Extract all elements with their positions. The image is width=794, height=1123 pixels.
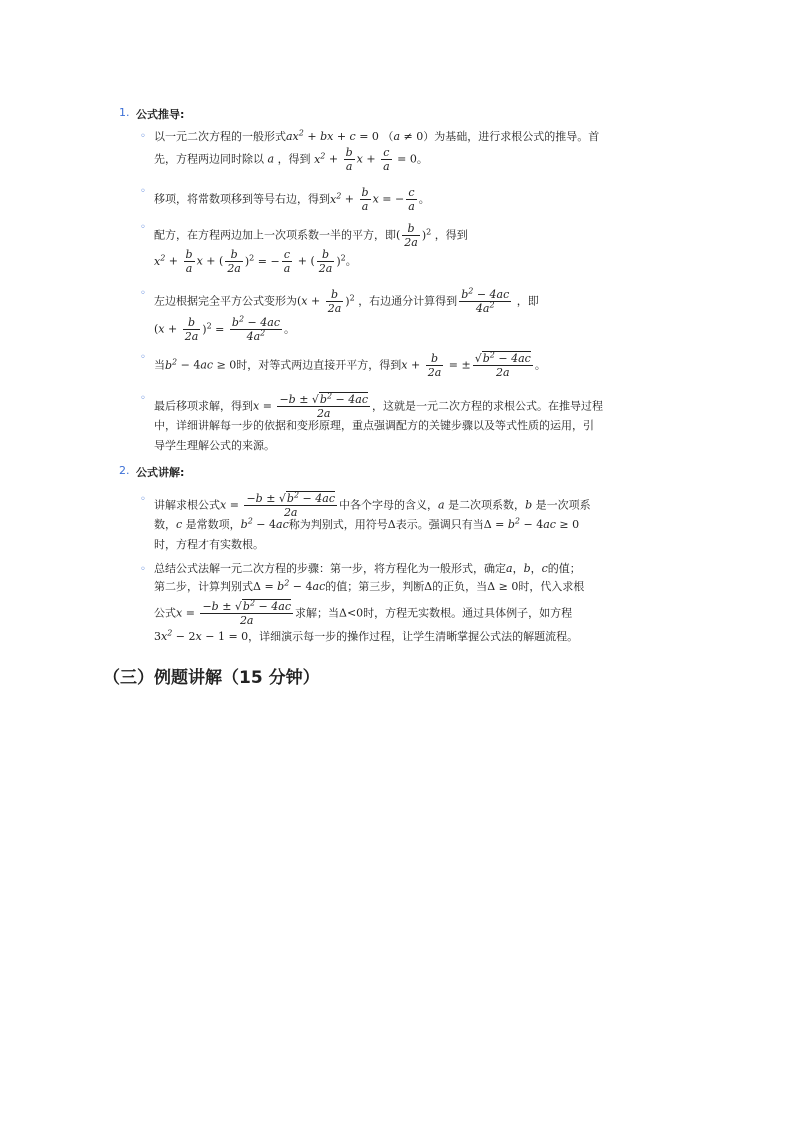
section-title-explanation: 公式讲解:: [136, 466, 185, 479]
list-item-cont: 中，详细讲解每一步的依据和变形原理，重点强调配方的关键步骤以及等式性质的运用，引: [154, 419, 594, 432]
list-item: 当$b^2 - 4ac \ge 0$时，对等式两边直接开平方，得到x + $\frac{b}{2a}$ = ± $\frac{√b^2 - 4ac}{2a}$ 。: [154, 350, 546, 379]
bullet-icon: ◦: [140, 564, 146, 575]
list-item: 以一元二次方程的一般形式$ax^2$ + bx + c = 0 （a ≠ 0）为基础，进行求根公式的推导。首: [154, 128, 600, 143]
list-item: 总结公式法解一元二次方程的步骤：第一步，将方程化为一般形式，确定a，b，c的值；: [154, 562, 581, 575]
list-item: 最后移项求解，得到x = $\frac{-b \pm √b^2 - 4ac}{2a}$ ，这就是一元二次方程的求根公式。在推导过程: [154, 391, 603, 420]
bullet-icon: ◦: [140, 186, 146, 197]
list-item: 配方，在方程两边加上一次项系数一半的平方，即( $\frac{b}{2a}$ )$^2$ ，得到: [154, 222, 468, 249]
list-item-cont: 公式x = $\frac{-b \pm √b^2 - 4ac}{2a}$ 求解；当Δ<0时，方程无实数根。通过具体例子，如方程: [154, 598, 573, 627]
bullet-icon: ◦: [140, 494, 146, 505]
list-item-cont: $x^2$ + $\frac{b}{a}$ x + ( $\frac{b}{2a}$ )$^2$ = − $\frac{c}{a}$ + ( $\frac{b}{2a}$ )$^2$。: [154, 248, 357, 275]
list-item: 讲解求根公式x = $\frac{-b \pm √b^2 - 4ac}{2a}$ 中各个字母的含义，a 是二次项系数，b 是一次项系: [154, 490, 591, 519]
bullet-icon: ◦: [140, 352, 146, 363]
list-item-cont: 第二步，计算判别式$\Delta = b^2 - 4ac$的值；第三步，判断Δ的正负，当Δ ≥ 0时，代入求根: [154, 578, 585, 593]
bullet-icon: ◦: [140, 288, 146, 299]
bullet-icon: ◦: [140, 131, 146, 142]
section-heading-examples: （三）例题讲解（15 分钟）: [103, 668, 320, 688]
list-item: 移项，将常数项移到等号右边，得到$x^2$ + $\frac{b}{a}$ x = − $\frac{c}{a}$ 。: [154, 186, 430, 213]
list-number-2: 2.: [119, 464, 130, 477]
list-item: 左边根据完全平方公式变形为(x + $\frac{b}{2a}$ )$^2$ ，右边通分计算得到 $\frac{b^2 - 4ac}{4a^2}$ ，即: [154, 286, 539, 315]
list-item-cont: $3x^2 - 2x - 1 = 0$，详细演示每一步的操作过程，让学生清晰掌握公式法的解题流程。: [154, 628, 579, 643]
section-title-derivation: 公式推导:: [136, 108, 185, 121]
bullet-icon: ◦: [140, 222, 146, 233]
list-item-cont: (x + $\frac{b}{2a}$ )$^2$ = $\frac{b^2 - 4ac}{4a^2}$ 。: [154, 314, 295, 343]
list-item-cont: 先，方程两边同时除以 a ，得到 $x^2$ + $\frac{b}{a}$ x + $\frac{c}{a}$ = 0。: [154, 146, 428, 173]
list-item-cont: 导学生理解公式的来源。: [154, 439, 275, 452]
list-item-cont: 时，方程才有实数根。: [154, 538, 264, 551]
list-number-1: 1.: [119, 106, 130, 119]
list-item-cont: 数，c 是常数项，$b^2 - 4ac$称为判别式，用符号Δ表示。强调只有当$\Delta = b^2 - 4ac \ge 0$: [154, 516, 580, 531]
bullet-icon: ◦: [140, 393, 146, 404]
